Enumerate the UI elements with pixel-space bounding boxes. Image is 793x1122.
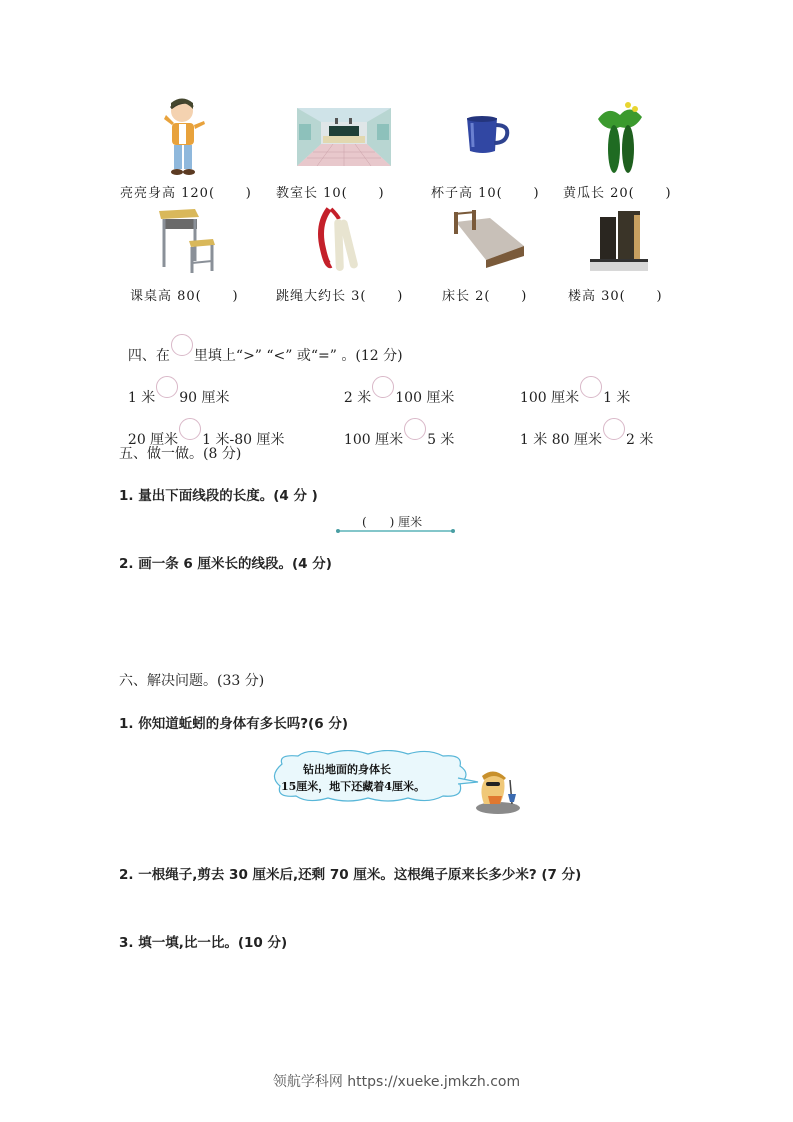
segment-label: ( ) 厘米 — [362, 515, 423, 529]
section6-question-2: 2. 一根绳子,剪去 30 厘米后,还剩 70 厘米。这根绳子原来长多少米? (7 分) — [119, 867, 582, 883]
compare-answer-circle[interactable] — [372, 376, 394, 398]
section4-title: 四、在 里填上“>” “<” 或“=” 。(12 分) — [119, 318, 403, 365]
compare-item-1: 1 米 90 厘米 — [119, 360, 230, 407]
bed-icon — [450, 210, 528, 268]
speech-bubble-icon — [268, 750, 480, 804]
classroom-icon — [297, 108, 391, 166]
earthworm-character-icon — [468, 770, 523, 815]
compare-answer-circle[interactable] — [156, 376, 178, 398]
compare-item-3: 100 厘米 1 米 — [511, 360, 630, 407]
compare-answer-circle[interactable] — [580, 376, 602, 398]
section6-question-1: 1. 你知道蚯蚓的身体有多长吗?(6 分) — [119, 716, 348, 732]
bubble-text-line-2: 15厘米，地下还藏着4厘米。 — [281, 780, 425, 793]
boy-icon — [160, 97, 210, 177]
caption-building-height: 楼高 30( ) — [568, 289, 663, 304]
section6-title: 六、解决问题。(33 分) — [119, 673, 265, 689]
caption-classroom-length: 教室长 10( ) — [276, 186, 385, 201]
cucumber-icon — [590, 97, 650, 177]
caption-cucumber-length: 黄瓜长 20( ) — [563, 186, 672, 201]
compare-item-2: 2 米 100 厘米 — [335, 360, 454, 407]
measure-segment — [334, 526, 458, 536]
jump-rope-icon — [315, 205, 365, 275]
section5-title: 五、做一做。(8 分) — [119, 446, 242, 462]
compare-answer-circle[interactable] — [179, 418, 201, 440]
compare-item-5: 100 厘米 5 米 — [335, 402, 454, 449]
building-icon — [590, 207, 650, 273]
footer-watermark: 领航学科网 https://xueke.jmkzh.com — [272, 1074, 521, 1090]
caption-bed-length: 床长 2( ) — [442, 289, 528, 304]
section6-question-3: 3. 填一填,比一比。(10 分) — [119, 935, 288, 951]
bubble-text-line-1: 钻出地面的身体长 — [303, 763, 391, 776]
desk-icon — [155, 205, 220, 275]
section5-question-1: 1. 量出下面线段的长度。(4 分 ) — [119, 488, 318, 504]
section5-question-2: 2. 画一条 6 厘米长的线段。(4 分) — [119, 556, 332, 572]
caption-desk-height: 课桌高 80( ) — [130, 289, 239, 304]
compare-answer-circle[interactable] — [603, 418, 625, 440]
compare-item-6: 1 米 80 厘米 2 米 — [511, 402, 653, 449]
caption-rope-length: 跳绳大约长 3( ) — [276, 289, 404, 304]
cup-icon — [463, 115, 511, 155]
circle-symbol — [171, 334, 193, 356]
caption-cup-height: 杯子高 10( ) — [431, 186, 540, 201]
caption-boy-height: 亮亮身高 120( ) — [120, 186, 252, 201]
compare-item-4: 20 厘米 1 米-80 厘米 — [119, 402, 285, 449]
compare-answer-circle[interactable] — [404, 418, 426, 440]
